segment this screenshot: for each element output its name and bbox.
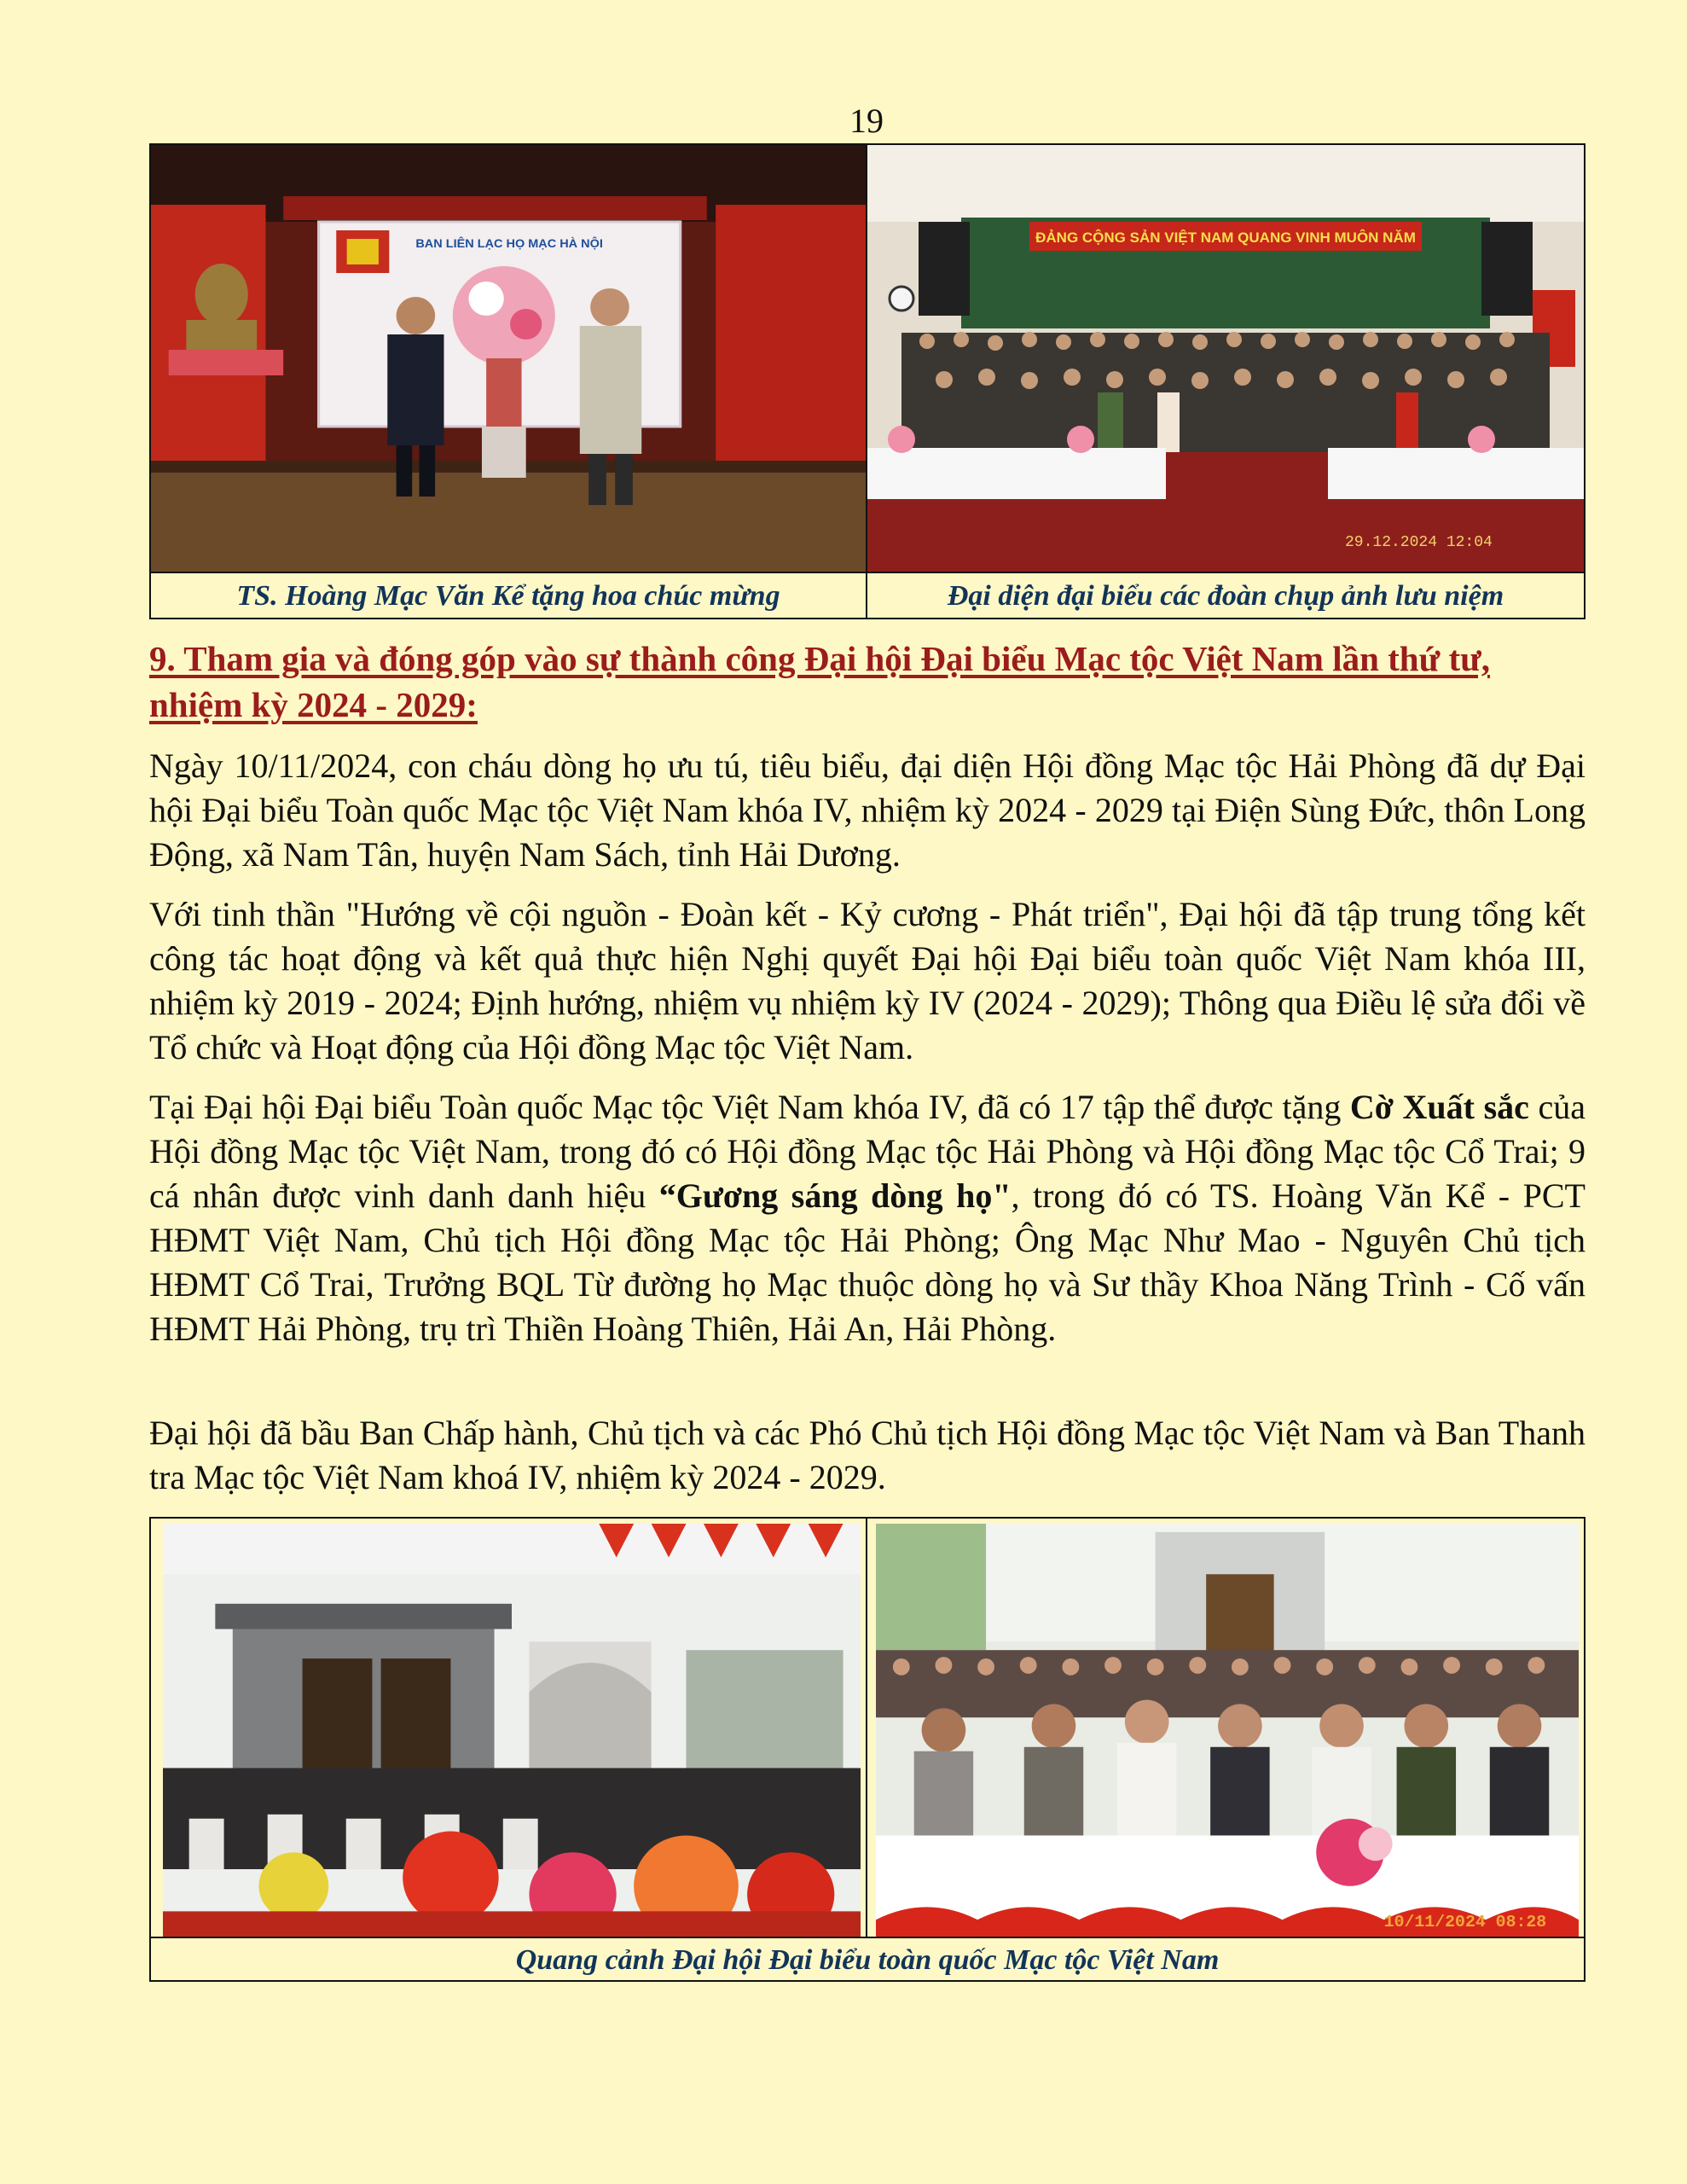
right-photo-caption: Đại diện đại biểu các đoàn chụp ảnh lưu niệm bbox=[947, 580, 1504, 612]
award-flag-label: Cờ Xuất sắc bbox=[1349, 1088, 1529, 1126]
section-heading: 9. Tham gia và đóng góp vào sự thành công Đại hội Đại biểu Mạc tộc Việt Nam lần thứ tư, nhiệm kỳ 2024 - 2029: bbox=[149, 639, 1490, 724]
paragraph-3-text-b: của Hội đồng Mạc tộc Việt Nam, trong đó có Hội đồng Mạc tộc Hải Phòng và Hội đồng Mạc tộc Cổ Trai; 9 cá nhân được vinh danh danh hiệu bbox=[149, 1088, 1586, 1215]
page-number: 19 bbox=[849, 102, 884, 140]
photo-group-souvenir bbox=[867, 145, 1584, 573]
top-photo-table bbox=[149, 143, 1586, 619]
photo-congress-hall bbox=[151, 1519, 867, 1938]
paragraph-3-text-c: , trong đó có TS. Hoàng Văn Kể - PCT HĐMT Việt Nam, Chủ tịch Hội đồng Mạc tộc Hải Phòng; Ông Mạc Như Mao - Nguyên Chủ tịch HĐMT Cổ Trai, Trưởng BQL Từ đường họ Mạc thuộc dòng họ và Sư thầy Khoa Năng Trình - Cố vấn HĐMT Hải Phòng, trụ trì Thiền Hoàng Thiên, Hải An, Hải Phòng. bbox=[149, 1176, 1586, 1348]
banner-text: BAN LIÊN LẠC HỌ MẠC HÀ NỘI bbox=[415, 237, 603, 251]
bottom-photo-caption: Quang cảnh Đại hội Đại biểu toàn quốc Mạc tộc Việt Nam bbox=[515, 1943, 1220, 1976]
paragraph-1: Ngày 10/11/2024, con cháu dòng họ ưu tú, tiêu biểu, đại diện Hội đồng Mạc tộc Hải Phòng đã dự Đại hội Đại biểu Toàn quốc Mạc tộc Việt Nam khóa IV, nhiệm kỳ 2024 - 2029 tại Điện Sùng Đức, thôn Long Động, xã Nam Tân, huyện Nam Sách, tỉnh Hải Dương. bbox=[149, 746, 1586, 874]
paragraph-2: Với tinh thần "Hướng về cội nguồn - Đoàn kết - Kỷ cương - Phát triển", Đại hội đã tập trung tổng kết công tác hoạt động và kết quả thực hiện Nghị quyết Đại hội Đại biểu toàn quốc Việt Nam khóa III, nhiệm kỳ 2019 - 2024; Định hướng, nhiệm vụ nhiệm kỳ IV (2024 - 2029); Thông qua Điều lệ sửa đổi về Tổ chức và Hoạt động của Hội đồng Mạc tộc Việt Nam. bbox=[149, 895, 1586, 1066]
photo-timestamp: 10/11/2024 08:28 bbox=[1383, 1913, 1547, 1932]
paragraph-3 bbox=[149, 1085, 1586, 1351]
paragraph-3-text-a: Tại Đại hội Đại biểu Toàn quốc Mạc tộc Việt Nam khóa IV, đã có 17 tập thể được tặng bbox=[149, 1088, 1350, 1126]
photo-congress-delegates bbox=[867, 1519, 1584, 1938]
banner-text: ĐẢNG CỘNG SẢN VIỆT NAM QUANG VINH MUÔN NĂM bbox=[1035, 229, 1416, 246]
photo-flower-presentation bbox=[151, 145, 867, 573]
bottom-photo-table bbox=[149, 1517, 1586, 1982]
honor-title-label: “Gương sáng dòng họ" bbox=[658, 1176, 1012, 1215]
paragraph-4: Đại hội đã bầu Ban Chấp hành, Chủ tịch và các Phó Chủ tịch Hội đồng Mạc tộc Việt Nam và Ban Thanh tra Mạc tộc Việt Nam khoá IV, nhiệm kỳ 2024 - 2029. bbox=[149, 1414, 1586, 1496]
left-photo-caption: TS. Hoàng Mạc Văn Kể tặng hoa chúc mừng bbox=[151, 573, 867, 619]
photo-timestamp: 29.12.2024 12:04 bbox=[1345, 534, 1493, 551]
